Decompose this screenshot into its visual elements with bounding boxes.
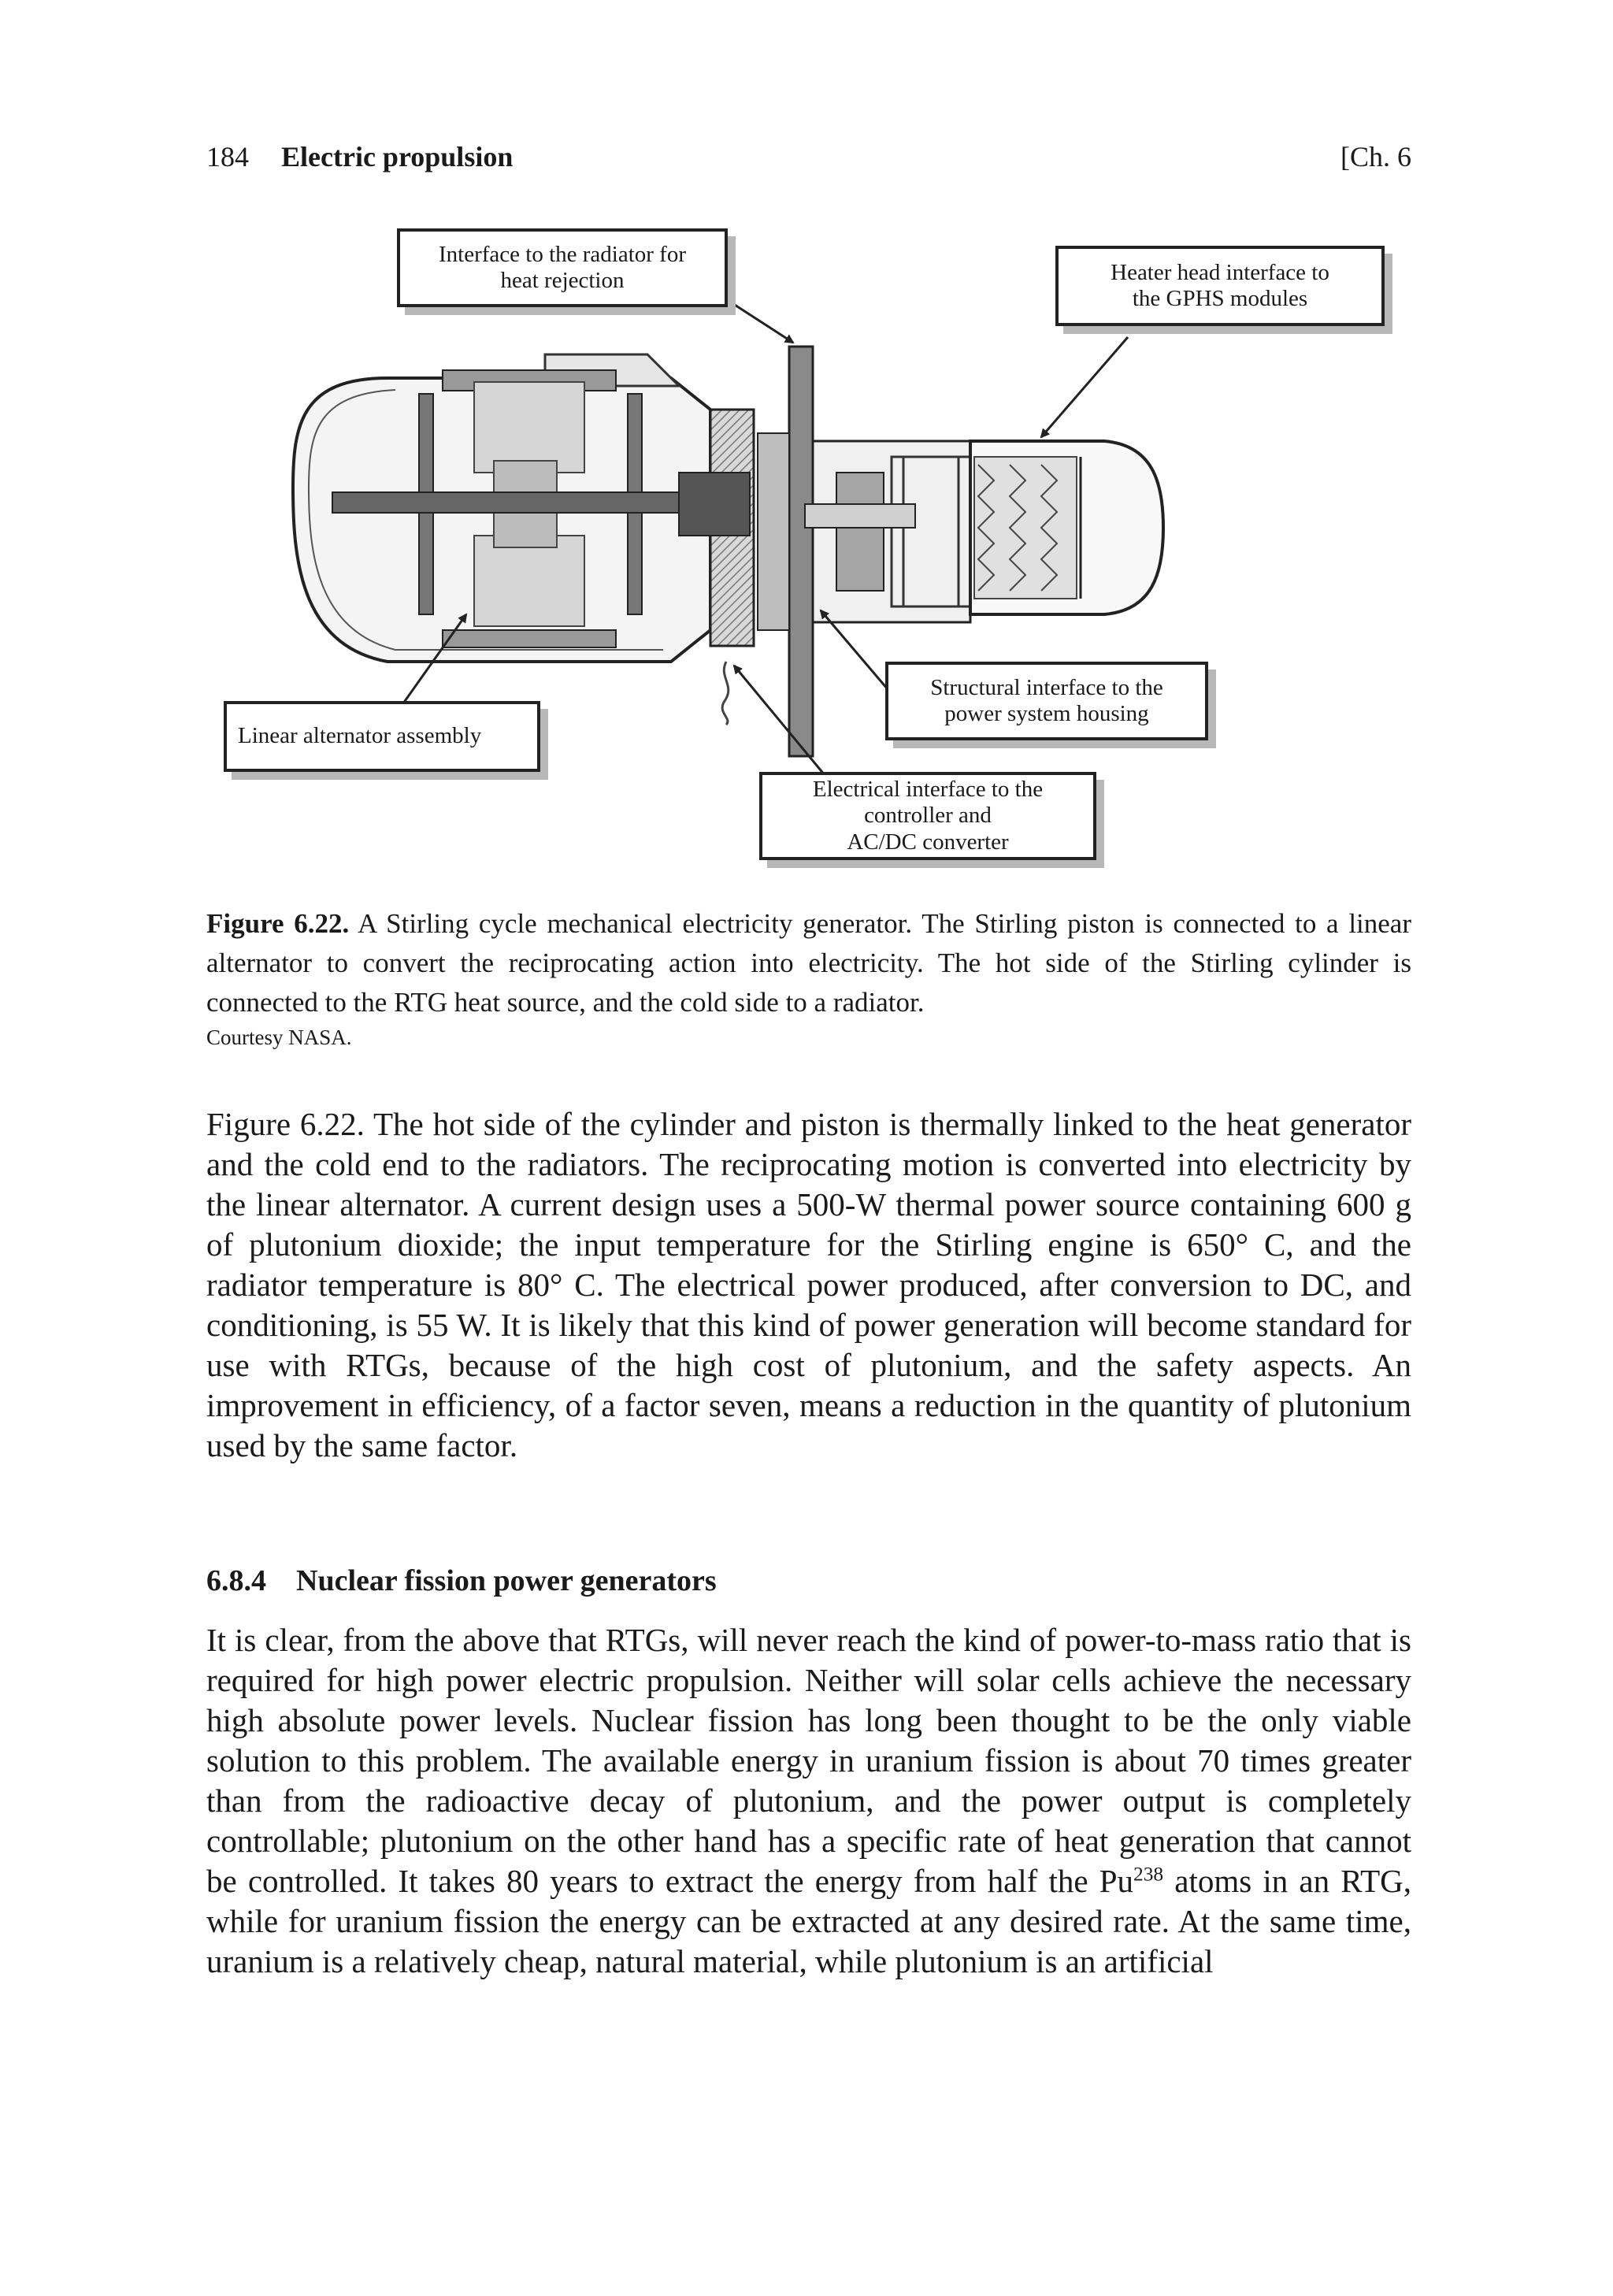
callout-heater-head-interface: Heater head interface to the GPHS modules xyxy=(1055,246,1385,326)
running-head-title: Electric propulsion xyxy=(281,141,514,172)
caption-label: Figure 6.22. xyxy=(206,908,350,939)
running-head-chapter: [Ch. 6 xyxy=(1340,141,1411,172)
paragraph-text: It is clear, from the above that RTGs, will never reach the kind of power-to-mass ratio that is required for high power electric propulsion. Neither will solar cells achieve the necessary high absolute power levels. Nuclear fission has long been thought to be the only viable solution to this problem. The available energy in uranium fission is about 70 times greater than from the radioactive decay of plutonium, and the power output is completely controllable; plutonium on the other hand has a specific rate of heat generation that cannot be controlled. It takes 80 years to extract the energy from half the Pu xyxy=(206,1622,1411,1899)
caption-text: A Stirling cycle mechanical electricity generator. The Stirling piston is connected to a linear alternator to convert the reciprocating action into electricity. The hot side of the Stirling cylinder is connected to the RTG heat source, and the cold side to a radiator. xyxy=(206,908,1411,1018)
callout-linear-alternator: Linear alternator assembly xyxy=(224,701,540,772)
section-heading xyxy=(206,1563,717,1598)
paragraph-text: atoms in an RTG, while for uranium fission the energy can be extracted at any desired rate. At the same time, uranium is a relatively cheap, natural material, while plutonium is an artificial xyxy=(206,1863,1412,1979)
section-title: Nuclear fission power generators xyxy=(296,1564,717,1597)
stirling-engine-section xyxy=(805,441,1163,622)
page-number: 184 xyxy=(206,141,249,172)
body-paragraph: Figure 6.22. The hot side of the cylinder and piston is thermally linked to the heat generator and the cold end to the radiators. The reciprocating motion is converted into electricity by the linear alternator. A current design uses a 500-W thermal power source containing 600 g of plutonium dioxide; the input temperature for the Stirling engine is 650° C, and the radiator temperature is 80° C. The electrical power produced, after conversion to DC, and conditioning, is 55 W. It is likely that this kind of power generation will become standard for use with RTGs, because of the high cost of plutonium, and the safety aspects. An improvement in efficiency, of a factor seven, means a reduction in the quantity of plutonium used by the same factor. xyxy=(206,1106,1411,1463)
isotope-superscript: 238 xyxy=(1133,1863,1164,1886)
caption-courtesy: Courtesy NASA. xyxy=(206,1026,352,1049)
callout-structural-interface: Structural interface to the power system housing xyxy=(885,662,1208,740)
figure-caption xyxy=(206,904,1411,1052)
callout-radiator-interface: Interface to the radiator for heat rejection xyxy=(397,228,728,307)
electrical-lead xyxy=(722,662,729,725)
callout-electrical-interface: Electrical interface to the controller and AC/DC converter xyxy=(759,772,1096,860)
figure-stirling-generator xyxy=(206,221,1411,882)
body-paragraph xyxy=(206,1620,1411,1982)
running-head xyxy=(206,140,1411,180)
section-number: 6.8.4 xyxy=(206,1564,266,1597)
